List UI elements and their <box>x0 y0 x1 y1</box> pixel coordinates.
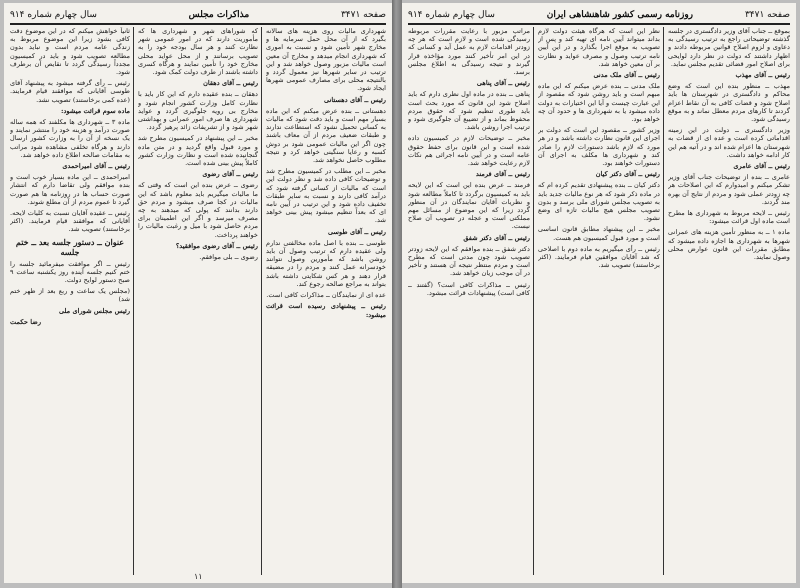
speaker-line: رئيس ــ آقای طوسی <box>328 227 386 236</box>
left-page-issue: سال چهارم شماره ۹۱۴ <box>10 10 97 20</box>
left-page-header <box>10 7 386 25</box>
right-column-3 <box>408 27 530 575</box>
paragraph: رئيس ــ مذاکرات کافی است؟ (گفتند ــ کافی است) پيشنهادات قرائت ميشود. <box>408 280 530 297</box>
left-column-2 <box>138 27 258 575</box>
left-page-number: صفحه ۳۴۷۱ <box>340 10 386 20</box>
paragraph: دهقان ــ بنده عقيده دارم که اين کار بايد با نظارت کامل وزارت کشور انجام شود و مخارج بی رويه جلوگيری گردد و عوايد شهرداری ها صرف امور عمرانی و بهداشتی شهر شود و از تشريفات زائد پرهيز گردد. <box>138 90 258 132</box>
paragraph: ماده ۳ ــ شهرداری ها مکلفند که همه ساله صورت درآمد و هزينه خود را منتشر نمايند و يک نسخه از آن را به وزارت کشور ارسال دارند و هرگاه تخلفی مشاهده شود مراتب به مقامات صالحه اطلاع داده خواهد شد. <box>10 118 130 159</box>
paragraph: شهرداری ماليات روی هزينه های سالانه بگيرد که از آن محل حمل سرمايه ها و مخارج شهر تأمين شود و نسبت به اموری که شهرداری انجام ميدهد و مخارج آن معين است ماليات مزبور وصول خواهد شد و اين ترتيب در ساير شهرها نيز معمول گردد و بالنتيجه محلی برای مصارف عمومی شهرها ايجاد شود. <box>266 27 386 93</box>
left-page <box>4 3 392 583</box>
left-page-title: مذاكرات مجلس <box>188 10 250 20</box>
paragraph: دکتر کيان ــ بنده پيشنهادی تقديم کرده ام که در ماده ذکر شود که هر نوع ماليات جديد بايد به تصويب مجلس شورای ملی برسد و بدون تصويب مجلس هيچ ماليات تازه ای وضع نشود. <box>538 181 660 223</box>
paragraph: که شوراهای شهر و شهرداری ها که مأموريت دارند که در امور عمومی شهر نظارت کنند و هر سال بودجه خود را به تصويب برسانند و از محل عوايد محلی مخارج خود را تأمين نمايند و هرگاه کسری داشته باشند از طرف دولت کمک شود. <box>138 27 258 77</box>
right-column-1 <box>668 27 790 575</box>
speaker-line: ماده سوم قرائت ميشود: <box>61 106 130 115</box>
speaker-line: رئيس ــ آقای رضوی <box>202 170 258 179</box>
speaker-line: رئيس مجلس شورای ملی <box>59 306 130 315</box>
column-divider <box>663 27 664 575</box>
speaker-line: رئيس ــ آقای فرمند <box>475 170 530 179</box>
speaker-line: رئيس ــ پيشنهادی رسيده است قرائت ميشود: <box>266 302 386 319</box>
right-page-number: صفحه ۳۴۷۱ <box>744 10 790 20</box>
speaker-line: رئيس ــ آقای مهذب <box>735 71 790 80</box>
section-heading: عنوان ــ دستور جلسه بعد ــ ختم جلسه <box>15 236 125 257</box>
paragraph: دکتر شفق ــ بنده موافقم که اين لايحه زودتر تصويب شود چون مدتی است که مطرح است و مردم منتظر نتيجه آن هستند و تأخير در آن موجب زيان خواهد شد. <box>408 244 530 278</box>
paragraph: پناهی ــ بنده در ماده اول نظری دارم که بايد اصلاح شود اين قانون که مورد بحث است بايد طوری تنظيم شود که حقوق مردم محفوظ بماند و از تضييع آن جلوگيری شود و ترتيب اجرا روشن باشد. <box>408 90 530 132</box>
paragraph: اميراحمدی ــ اين ماده بسيار خوب است و بنده موافقم ولی تقاضا دارم که انتشار صورت حساب ها در روزنامه ها هم صورت گيرد تا عموم مردم از آن مطلع شوند. <box>10 173 130 206</box>
paragraph: رئيس ــ اگر موافقت ميفرمائيد جلسه را ختم کنيم جلسه آينده روز يکشنبه ساعت ۹ صبح دستور لوايح دولت. <box>10 259 130 285</box>
paragraph: فرمند ــ عرض بنده اين است که اين لايحه بايد به کميسيون برگردد تا کاملاً مطالعه شود و نظريات آقايان نمايندگان در آن منظور گردد زيرا که اين موضوع از مسائل مهم مملکتی است و عجله در تصويب آن صلاح نيست. <box>408 181 530 231</box>
column-divider <box>533 27 534 575</box>
paragraph: رضوی ــ عرض بنده اين است که وقتی که ما ماليات ميگيريم بايد معلوم باشد که اين ماليات در کجا صرف ميشود و مردم حق دارند بدانند که پولی که ميدهند به چه مصرف ميرسد و اگر اين اطمينان برای مردم حاصل شود با ميل و رغبت ماليات را خواهند پرداخت. <box>138 181 258 239</box>
paragraph: مخبر ــ توضيحات لازم در کميسيون داده شده است و اين قانون برای حفظ حقوق عامه است و در آيين نامه اجرائی هم نکات لازم رعايت خواهد شد. <box>408 134 530 168</box>
signature: رضا حکمت <box>10 317 42 326</box>
paragraph: وزير کشور ــ مقصود اين است که دولت بر اجرای اين قانون نظارت داشته باشد و در هر مورد که لازم باشد دستورات لازم را صادر کند و شهرداری ها مکلف به اجرای آن دستورات خواهند بود. <box>538 126 660 168</box>
book-gutter <box>392 0 402 588</box>
paragraph: ماده ۱ ــ به منظور تأمين هزينه های عمرانی شهرها به شهرداری ها اجازه داده ميشود که مطابق مقررات اين قانون عوارض محلی وصول نمايند. <box>668 228 790 262</box>
paragraph: مهذب ــ منظور بنده اين است که وضع محاکم و دادگستری در شهرستان ها بايد اصلاح شود و قضات کافی به آن نقاط اعزام گردند تا کارهای مردم معطل نماند و به موقع رسيدگی شود. <box>668 82 790 124</box>
paragraph: رضوی ــ بلی موافقم. <box>199 253 258 262</box>
column-divider <box>261 27 262 575</box>
speaker-line: رئيس ــ آقای اميراحمدی <box>62 162 130 171</box>
paragraph: مخبر ــ اين مطلب در کميسيون مطرح شد و توضيحات کافی داده شد و نظر دولت اين است که ماليات از کسانی گرفته شود که درآمد کافی دارند و نسبت به ساير طبقات تخفيف داده شود و اين ترتيب در آيين نامه ای که بعداً تنظيم ميشود پيش بينی خواهد شد. <box>266 167 386 225</box>
right-column-2 <box>538 27 660 575</box>
speaker-line: رئيس ــ آقای دکتر کيان <box>595 170 660 179</box>
left-column-3 <box>10 27 130 575</box>
right-page <box>402 3 796 583</box>
paragraph: رئيس ــ رأی گرفته ميشود به پيشنهاد آقای طوسی آقايانی که موافقند قيام فرمايند. (عده کمی برخاستند) تصويب نشد. <box>10 79 130 104</box>
paragraph: رئيس ــ لايحه مربوط به شهرداری ها مطرح است ماده اول قرائت ميشود: <box>668 209 790 226</box>
paragraph: عامری ــ بنده از توضيحات جناب آقای وزير تشکر ميکنم و اميدوارم که اين اصلاحات هر چه زودتر عملی شود و مردم از نتايج آن بهره مند گردند. <box>668 173 790 206</box>
paragraph: نظر اين است که هرگاه هيئت دولت لازم بداند ميتواند آيين نامه ای تهيه کند و پس از تصويب به موقع اجرا بگذارد و در اين آيين نامه ترتيب وصول و مصرف عوايد و نظارت بر آن معين خواهد شد. <box>538 27 660 68</box>
paragraph: ثانياً خواهش ميکنم که در اين موضوع دقت کافی بشود زيرا اين موضوع مربوط به زندگی عامه مردم است و نبايد بدون مطالعه تصويب شود و بايد در کميسيون مجدداً رسيدگی گردد تا نقايص آن برطرف شود. <box>10 27 130 77</box>
paragraph: عده ای از نمايندگان ــ مذاکرات کافی است. <box>266 291 386 300</box>
paragraph: ملک مدنی ــ بنده عرض ميکنم که اين ماده مبهم است و بايد روشن شود که مقصود از اين عبارت چيست و آيا اين اختيارات به دولت داده ميشود يا به شهرداری ها و حدود آن چه خواهد بود. <box>538 82 660 124</box>
speaker-line: رئيس ــ آقای دکتر شفق <box>463 233 530 242</box>
paragraph: وزير دادگستری ــ دولت در اين زمينه اقداماتی کرده است و عده ای از قضات به شهرستان ها اعزام شده اند و در آتيه هم اين کار ادامه خواهد داشت. <box>668 126 790 159</box>
paragraph: بموقع ــ جناب آقای وزير دادگستری در جلسه گذشته توضيحاتی راجع به ترتيب رسيدگی به دعاوی و لزوم اصلاح قوانين مربوطه دادند و اظهار داشتند که دولت در نظر دارد لوايحی برای اصلاح امور قضائی تقديم مجلس نمايد. <box>668 27 790 68</box>
paragraph: (مجلس يک ساعت و ربع بعد از ظهر ختم شد) <box>10 287 130 304</box>
speaker-line: رئيس ــ آقای دهستانی <box>324 95 386 104</box>
speaker-line: رئيس ــ آقای پناهی <box>476 79 530 88</box>
left-column-1 <box>266 27 386 575</box>
speaker-line: رئيس ــ آقای ملک مدنی <box>593 71 660 80</box>
paragraph: رئيس ــ رأی ميگيريم به ماده دوم با اصلاحی که شد آقايان موافقين قيام فرمايند. (اکثر برخاستند) تصويب شد. <box>538 244 660 270</box>
paragraph: طوسی ــ بنده با اصل ماده مخالفتی ندارم ولی عقيده دارم که ترتيب وصول آن بايد روشن باشد که مأمورين وصول نتوانند خودسرانه عمل کنند و مردم را در مضيقه قرار دهند و هر کس شکايتی داشته باشد بتواند به مراجع صالحه رجوع کند. <box>266 238 386 288</box>
paragraph: دهستانی ــ بنده عرض ميکنم که اين ماده بسيار مهم است و بايد دقت شود که ماليات به کسانی تحميل نشود که استطاعت ندارند و طبقات ضعيف مردم از آن معاف باشند چون اگر اين ماليات عمومی شود بر دوش کسبه و رعايا سنگينی خواهد کرد و نتيجه مطلوب حاصل نخواهد شد. <box>266 106 386 165</box>
paragraph: مخبر ــ اين پيشنهاد در کميسيون مطرح شد و مورد قبول واقع گرديد و در متن ماده گنجانيده شده است و نظارت وزارت کشور کاملاً پيش بينی شده است. <box>138 134 258 168</box>
paragraph: رئيس ــ عقيده آقايان نسبت به کليات لايحه. آقايانی که موافقند قيام فرمايند. (اکثر برخاستند) تصويب شد. <box>10 209 130 234</box>
right-page-issue: سال چهارم شماره ۹۱۴ <box>408 10 495 20</box>
paragraph: مراتب مزبور با رعايت مقررات مربوطه رسيدگی شده است و لازم است که هر چه زودتر اقدامات لازم به عمل آيد و کسانی که در اين امر تأخير کنند مورد مؤاخذه قرار گيرند و نتيجه رسيدگی به اطلاع مجلس برسد. <box>408 27 530 77</box>
paragraph: مخبر ــ اين پيشنهاد مطابق قانون اساسی است و مورد قبول کميسيون هم هست. <box>538 225 660 242</box>
column-divider <box>133 27 134 575</box>
speaker-line: رئيس ــ آقای دهقان <box>203 79 258 88</box>
right-page-title: روزنامه رسمی کشور شاهنشاهی ايران <box>546 10 694 20</box>
speaker-line: رئيس ــ آقای رضوی موافقيد؟ <box>175 241 258 250</box>
speaker-line: رئيس ــ آقای عامری <box>733 162 790 171</box>
right-page-header <box>408 7 790 25</box>
left-page-footer: ۱۱ <box>194 572 203 581</box>
